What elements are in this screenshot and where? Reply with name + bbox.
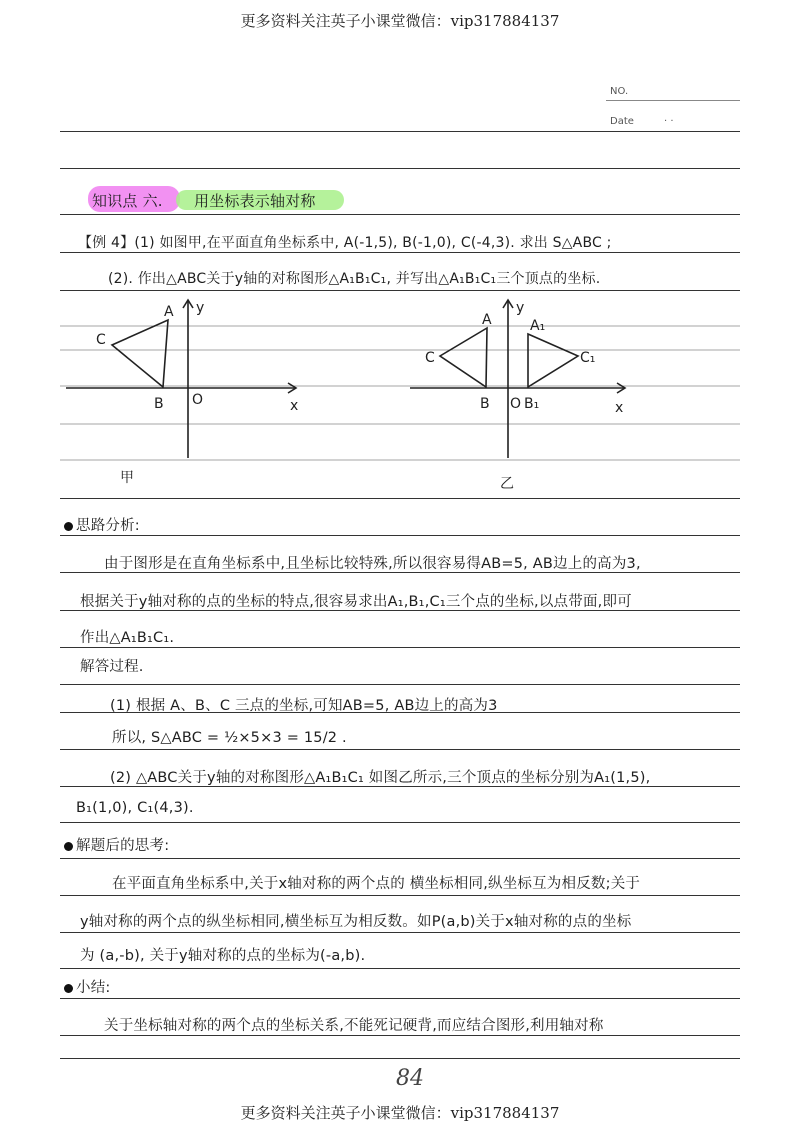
summary-t1: 关于坐标轴对称的两个点的坐标关系,不能死记硬背,而应结合图形,利用轴对称 bbox=[104, 1018, 604, 1034]
solution-s2: 所以, S△ABC = ½×5×3 = 15/2 . bbox=[112, 730, 347, 746]
example-line-2: (2). 作出△ABC关于y轴的对称图形△A₁B₁C₁, 并写出△A₁B₁C₁三个顶点的坐标. bbox=[108, 271, 601, 287]
rule-line bbox=[60, 932, 740, 933]
figure-a-label-c: C bbox=[96, 332, 106, 348]
rule-line bbox=[60, 968, 740, 969]
figure-b-label-x: x bbox=[615, 400, 624, 416]
figure-b-label-a: A bbox=[482, 312, 492, 328]
bullet-icon bbox=[64, 522, 73, 531]
rule-line bbox=[60, 1035, 740, 1036]
rule-line bbox=[60, 895, 740, 896]
section-title-part1: 知识点 六. bbox=[92, 192, 163, 210]
watermark-top: 更多资料关注英子小课堂微信：vip317884137 bbox=[240, 12, 560, 30]
example-line-1: 【例 4】(1) 如图甲,在平面直角坐标系中, A(-1,5), B(-1,0), C(-4,3). 求出 S△ABC ; bbox=[78, 235, 612, 251]
figure-a-label-x: x bbox=[290, 398, 299, 414]
rule-line bbox=[60, 647, 740, 648]
bullet-icon bbox=[64, 842, 73, 851]
figure-b-label-b1: B₁ bbox=[524, 396, 540, 412]
analysis-p2: 根据关于y轴对称的点的坐标的特点,很容易求出A₁,B₁,C₁三个点的坐标,以点带面,即可 bbox=[80, 594, 632, 610]
analysis-p3: 作出△A₁B₁C₁. bbox=[80, 630, 175, 646]
figure-a-caption: 甲 bbox=[120, 470, 134, 486]
analysis-heading: 思路分析: bbox=[76, 518, 140, 534]
section-title-part2: 用坐标表示轴对称 bbox=[194, 192, 316, 210]
rule-line bbox=[60, 252, 740, 253]
solution-heading: 解答过程. bbox=[80, 659, 144, 675]
figure-b-caption: 乙 bbox=[500, 476, 514, 492]
figure-b-label-y: y bbox=[516, 300, 525, 316]
reflection-heading: 解题后的思考: bbox=[76, 838, 170, 854]
figure-a-label-b: B bbox=[154, 396, 164, 412]
figure-a-label-y: y bbox=[196, 300, 205, 316]
summary-heading: 小结: bbox=[76, 980, 111, 996]
rule-line bbox=[60, 131, 740, 132]
solution-s3: (2) △ABC关于y轴的对称图形△A₁B₁C₁ 如图乙所示,三个顶点的坐标分别为A₁(1,5), bbox=[110, 770, 651, 786]
figure-b-label-c: C bbox=[425, 350, 435, 366]
rule-line bbox=[60, 822, 740, 823]
figure-a-label-a: A bbox=[164, 304, 174, 320]
figures-area bbox=[0, 290, 800, 500]
watermark-bottom: 更多资料关注英子小课堂微信：vip317884137 bbox=[240, 1104, 560, 1122]
rule-line bbox=[60, 535, 740, 536]
reflection-heading-row bbox=[64, 834, 169, 855]
figure-a-label-o: O bbox=[192, 392, 204, 408]
rule-line bbox=[60, 998, 740, 999]
date-label: Date bbox=[610, 116, 634, 127]
analysis-p1: 由于图形是在直角坐标系中,且坐标比较特殊,所以很容易得AB=5, AB边上的高为3, bbox=[104, 556, 641, 572]
rule-line bbox=[60, 214, 740, 215]
figure-a bbox=[66, 300, 299, 458]
figure-b-label-b: B bbox=[480, 396, 490, 412]
solution-s1: (1) 根据 A、B、C 三点的坐标,可知AB=5, AB边上的高为3 bbox=[110, 698, 498, 714]
rule-line bbox=[60, 1058, 740, 1059]
figure-b bbox=[410, 300, 625, 458]
date-dots: · · bbox=[664, 116, 674, 127]
reflection-r2: y轴对称的两个点的纵坐标相同,横坐标互为相反数。如P(a,b)关于x轴对称的点的坐标 bbox=[80, 914, 632, 930]
reflection-r1: 在平面直角坐标系中,关于x轴对称的两个点的 横坐标相同,纵坐标互为相反数;关于 bbox=[112, 876, 641, 892]
bullet-icon bbox=[64, 984, 73, 993]
rule-line bbox=[60, 858, 740, 859]
figure-b-label-a1: A₁ bbox=[530, 318, 546, 334]
rule-line bbox=[60, 684, 740, 685]
rule-line bbox=[60, 168, 740, 169]
figure-b-label-c1: C₁ bbox=[580, 350, 596, 366]
reflection-r3: 为 (a,-b), 关于y轴对称的点的坐标为(-a,b). bbox=[80, 948, 366, 964]
analysis-heading-row bbox=[64, 514, 140, 535]
no-label: NO. bbox=[610, 86, 629, 97]
solution-s4: B₁(1,0), C₁(4,3). bbox=[76, 800, 194, 816]
summary-heading-row bbox=[64, 976, 111, 997]
page-number: 84 bbox=[396, 1066, 424, 1091]
figure-b-label-o: O bbox=[510, 396, 522, 412]
no-underline bbox=[606, 100, 740, 101]
triangle-a1b1c1 bbox=[528, 334, 578, 387]
triangle-abc-b bbox=[440, 328, 487, 387]
rule-line bbox=[60, 749, 740, 750]
triangle-abc bbox=[112, 320, 168, 387]
